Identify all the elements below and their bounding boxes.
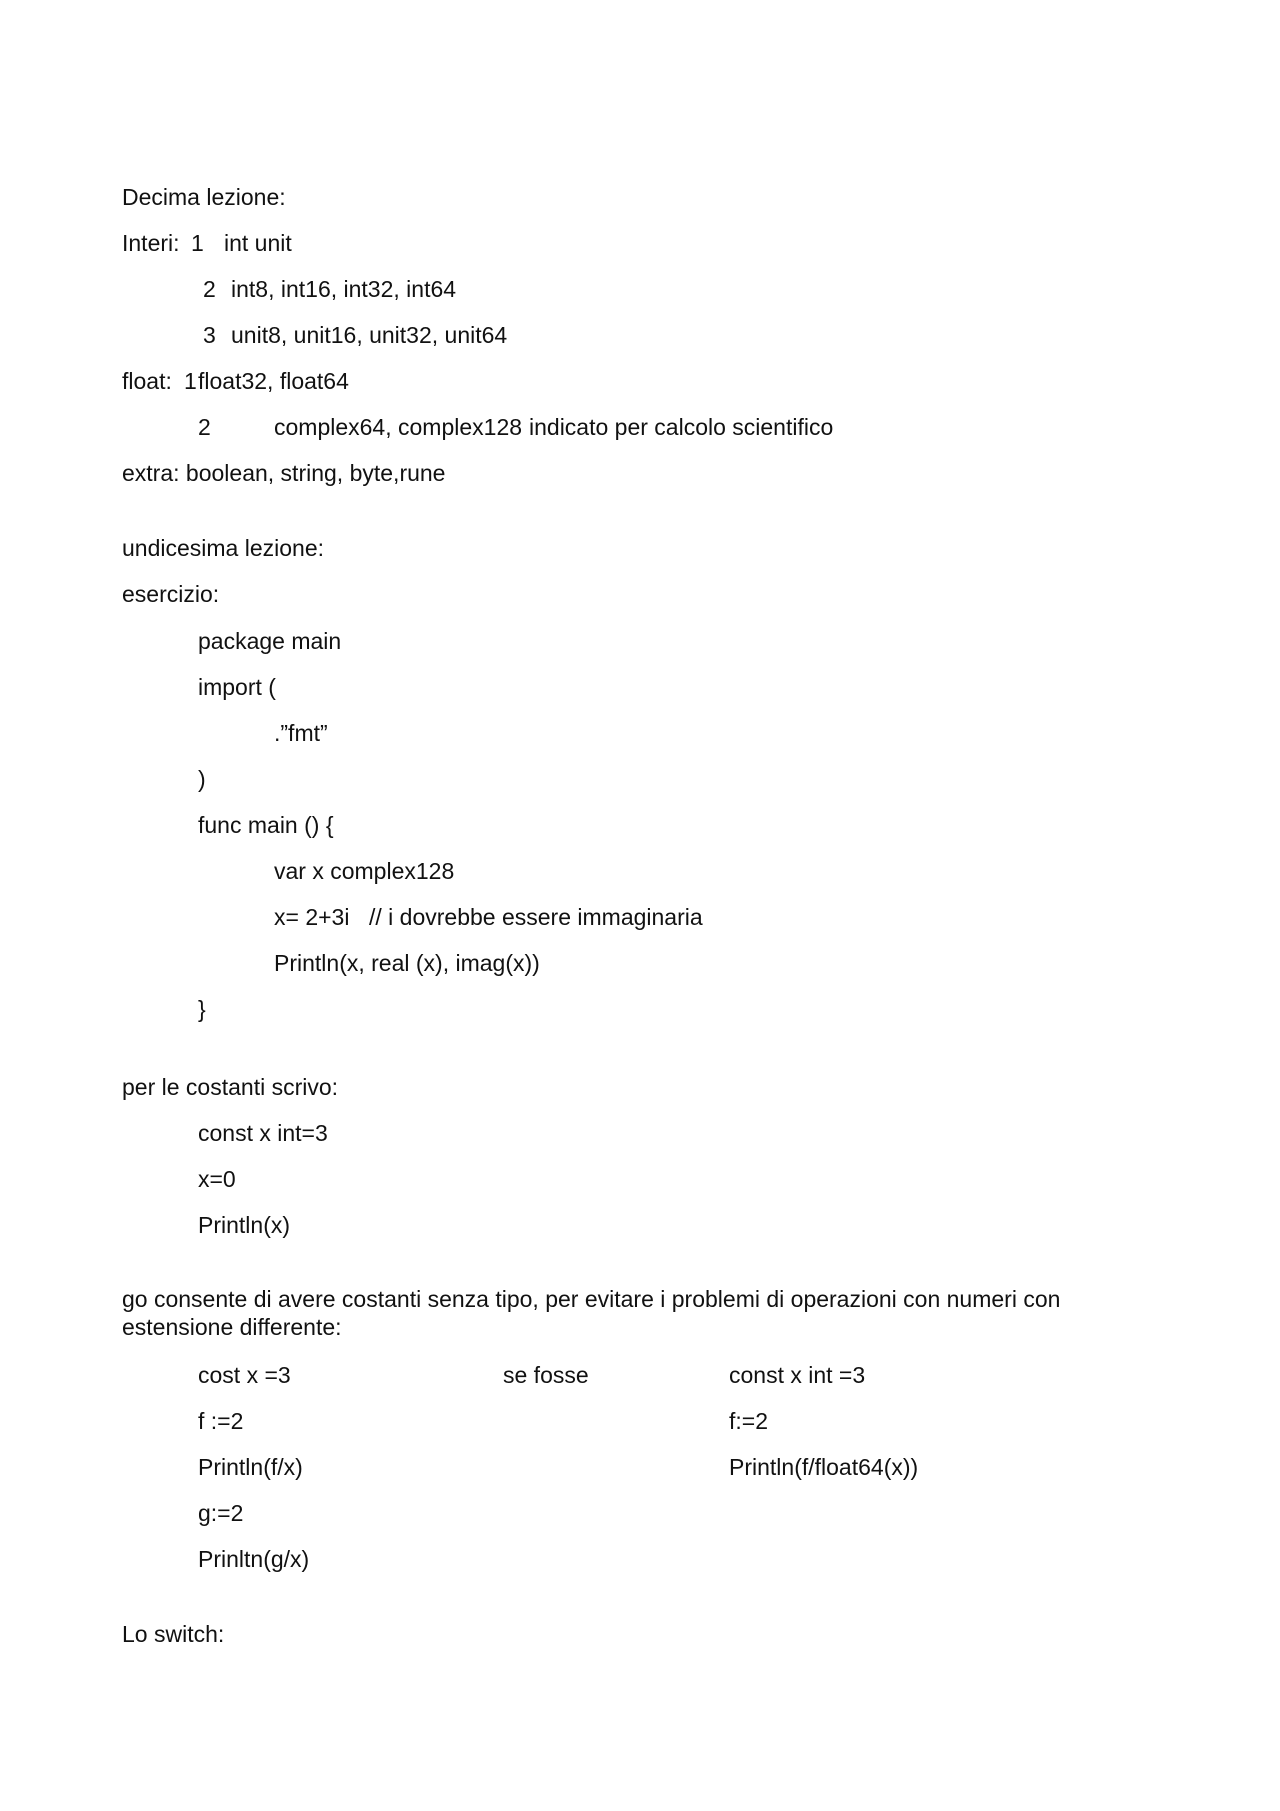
switch-heading: Lo switch: — [122, 1621, 225, 1647]
interi-row-1-num: 1 — [191, 230, 204, 256]
interi-row-3-num: 3 — [203, 322, 216, 348]
float-row-1-text: float32, float64 — [198, 368, 349, 394]
interi-row-3-text: unit8, unit16, unit32, unit64 — [231, 322, 508, 348]
exercise-label: esercizio: — [122, 581, 220, 607]
interi-row-2-text: int8, int16, int32, int64 — [231, 276, 457, 302]
code-import-item: .”fmt” — [274, 720, 328, 746]
untyped-right-line-1: const x int =3 — [729, 1362, 866, 1388]
lesson10-heading: Decima lezione: — [122, 184, 286, 210]
untyped-right-line-2: f:=2 — [729, 1408, 769, 1434]
float-row-2-text: complex64, complex128 — [274, 414, 523, 440]
interi-row-2-num: 2 — [203, 276, 216, 302]
float-row-2-note: indicato per calcolo scientifico — [529, 414, 834, 440]
untyped-left-line-2: f :=2 — [198, 1408, 244, 1434]
code-import-close: ) — [198, 766, 206, 792]
float-label: float: — [122, 368, 172, 394]
code-func-close: } — [198, 996, 206, 1022]
untyped-left-line-3: Println(f/x) — [198, 1454, 303, 1480]
lesson11-heading: undicesima lezione: — [122, 535, 325, 561]
code-assign: x= 2+3i — [274, 904, 350, 930]
float-row-2-num: 2 — [198, 414, 211, 440]
untyped-paragraph: go consente di avere costanti senza tipo, per evitare i problemi di operazioni con numeri con estensione differente: — [122, 1286, 1061, 1340]
interi-row-1-text: int unit — [224, 230, 292, 256]
float-row-1-num: 1 — [184, 368, 197, 394]
code-comment: // i dovrebbe essere immaginaria — [369, 904, 703, 930]
code-println: Println(x, real (x), imag(x)) — [274, 950, 540, 976]
constants-line-1: const x int=3 — [198, 1120, 328, 1146]
extra-line: extra: boolean, string, byte,rune — [122, 460, 446, 486]
untyped-left-line-5: Prinltn(g/x) — [198, 1546, 310, 1572]
code-var-decl: var x complex128 — [274, 858, 455, 884]
constants-heading: per le costanti scrivo: — [122, 1074, 339, 1100]
untyped-right-line-3: Println(f/float64(x)) — [729, 1454, 919, 1480]
code-import-open: import ( — [198, 674, 276, 700]
code-func-open: func main () { — [198, 812, 334, 838]
untyped-left-line-1: cost x =3 — [198, 1362, 291, 1388]
constants-line-3: Println(x) — [198, 1212, 291, 1238]
interi-label: Interi: — [122, 230, 180, 256]
untyped-middle-label: se fosse — [503, 1362, 589, 1388]
constants-line-2: x=0 — [198, 1166, 236, 1192]
untyped-left-line-4: g:=2 — [198, 1500, 244, 1526]
code-package: package main — [198, 628, 342, 654]
